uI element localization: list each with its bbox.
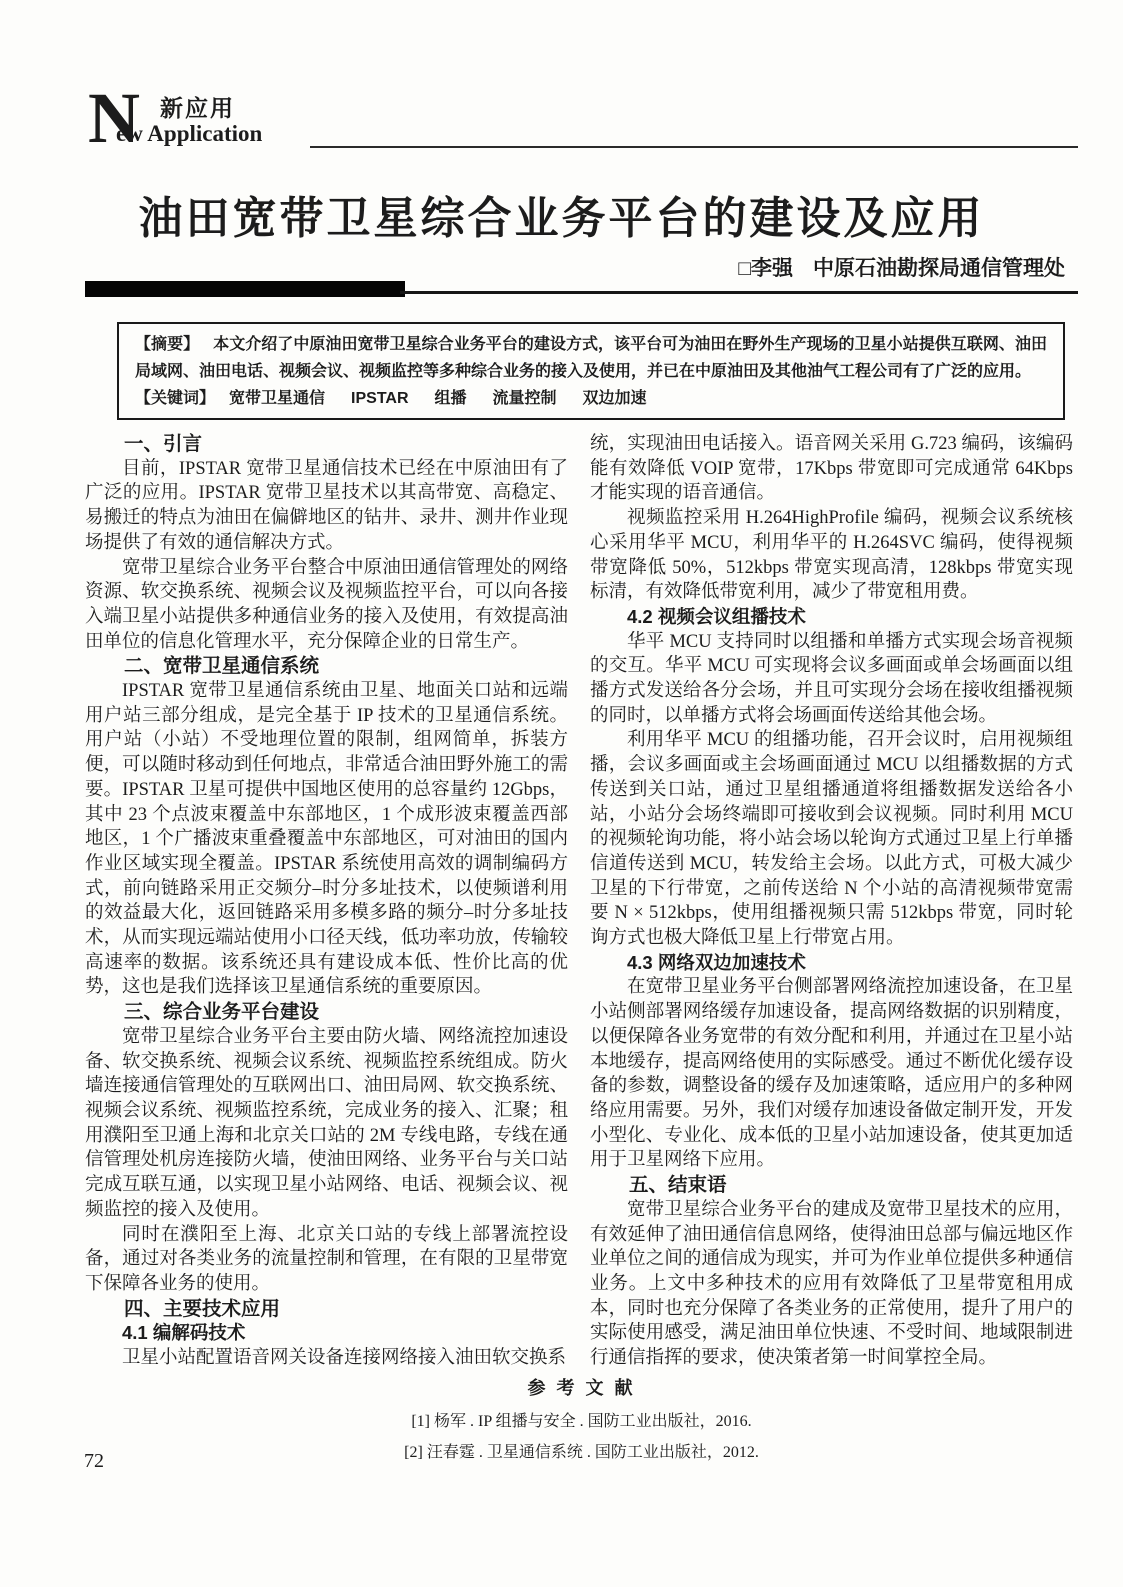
keyword: 宽带卫星通信 — [229, 390, 326, 407]
column-logo-en: ew Application — [116, 121, 263, 146]
byline — [738, 252, 1065, 282]
paragraph: 卫星小站配置语音网关设备连接网络接入油田软交换系 — [122, 1348, 567, 1369]
paragraph: 利用华平 MCU 的组播功能，召开会议时，启用视频组播，会议多画面或主会场画面通过 MCU 以组播数据的方式传送到关口站，通过卫星组播通道将组播数据发送给各小站，小站分会场终端即可接收到会议视频。同时利用 MCU 的视频轮询功能，将小站会场以轮询方式通过卫星上行单播信道传送到 MCU，转发给主会场。以此方式，可极大减少卫星的下行带宽，之前传送给 N 个小站的高清视频带宽需要 N × 512kbps，使用组播视频只需 512kbps 带宽，同时轮询方式也极大降低卫星上行带宽占用。 — [590, 730, 1073, 949]
page-number: 72 — [84, 1450, 104, 1472]
section-heading-platform-construction: 三、综合业务平台建设 — [124, 1001, 320, 1024]
reference-item: [2] 汪春霆 . 卫星通信系统 . 国防工业出版社，2012. — [404, 1444, 759, 1461]
paragraph: 同时在濮阳至上海、北京关口站的专线上部署流控设备，通过对各类业务的流量控制和管理，在有限的卫星带宽下保障各业务的使用。 — [85, 1224, 568, 1294]
references-section — [85, 1374, 1078, 1468]
paragraph: IPSTAR 宽带卫星通信系统由卫星、地面关口站和远端用户站三部分组成，是完全基于 IP 技术的卫星通信系统。用户站（小站）不受地理位置的限制，组网简单，拆装方便，可以随时移动到任何地点，非常适合油田野外施工的需要。IPSTAR 卫星可提供中国地区使用的总容量约 12Gbps，其中 23 个点波束覆盖中东部地区，1 个成形波束覆盖西部地区，1 个广播波束重叠覆盖中东部地区，可对油田的国内作业区域实现全覆盖。IPSTAR 系统使用高效的调制编码方式，前向链路采用正交频分–时分多址技术，以使频谱利用的效益最大化，返回链路采用多模多路的频分–时分多址技术，从而实现远端站使用小口径天线，低功率功放，传输较高速率的数据。该系统还具有建设成本低、性价比高的优势，这也是我们选择该卫星通信系统的重要原因。 — [85, 681, 568, 998]
masthead-rule — [310, 146, 1078, 148]
section-heading-key-technologies: 四、主要技术应用 — [124, 1297, 281, 1320]
keyword: 组播 — [434, 390, 467, 407]
keywords-line — [135, 385, 1047, 412]
keyword: 流量控制 — [492, 390, 557, 407]
section-heading-introduction: 一、引言 — [124, 433, 203, 455]
paragraph: 目前，IPSTAR 宽带卫星通信技术已经在中原油田有了广泛的应用。IPSTAR 宽带卫星技术以其高带宽、高稳定、易搬迁的特点为油田在偏僻地区的钻井、录井、测井作业现场提供了有效的通信解决方式。 — [85, 458, 568, 553]
author-marker-icon: □ — [738, 257, 751, 280]
paragraph: 宽带卫星综合业务平台整合中原油田通信管理处的网络资源、软交换系统、视频会议及视频监控平台，可以向各接入端卫星小站提供多种通信业务的接入及使用，有效提高油田单位的信息化管理水平，充分保障企业的日常生产。 — [85, 557, 568, 652]
paragraph: 视频监控采用 H.264HighProfile 编码，视频会议系统核心采用华平 MCU，利用华平的 H.264SVC 编码，使得视频带宽降低 50%，512kbps 带宽实现高清，128kbps 带宽实现标清，有效降低带宽利用，减少了带宽租用费。 — [590, 508, 1073, 603]
keyword: IPSTAR — [351, 390, 409, 407]
keyword: 双边加速 — [582, 390, 647, 407]
paragraph: 统，实现油田电话接入。语音网关采用 G.723 编码，该编码能有效降低 VOIP 宽带，17Kbps 带宽即可完成通常 64Kbps 才能实现的语音通信。 — [590, 434, 1073, 504]
article-title: 油田宽带卫星综合业务平台的建设及应用 — [138, 194, 985, 243]
subsection-heading-codec: 4.1 编解码技术 — [122, 1322, 246, 1344]
title-divider-rule — [400, 291, 1078, 294]
paragraph: 华平 MCU 支持同时以组播和单播方式实现会场音视频的交互。华平 MCU 可实现将会议多画面或单会场画面以组播方式发送给各分会场，并且可实现分会场在接收组播视频的同时，以单播方式将会场画面传送给其他会场。 — [590, 631, 1073, 726]
paragraph: 宽带卫星综合业务平台的建成及宽带卫星技术的应用，有效延伸了油田通信信息网络，使得油田总部与偏远地区作业单位之间的通信成为现实，并可为作业单位提供多种通信业务。上文中多种技术的应用有效降低了卫星带宽租用成本，同时也充分保障了各类业务的正常使用，提升了用户的实际使用感受，满足油田单位快速、不受时间、地域限制进行通信指挥的要求，使决策者第一时间掌控全局。 — [590, 1199, 1073, 1369]
keywords-label: 【关键词】 — [135, 390, 216, 407]
abstract-box — [117, 322, 1065, 420]
abstract-line — [135, 331, 1047, 385]
subsection-heading-acceleration: 4.3 网络双边加速技术 — [627, 951, 806, 973]
section-heading-satellite-system: 二、宽带卫星通信系统 — [124, 655, 320, 678]
left-column — [85, 432, 568, 1371]
subsection-heading-multicast: 4.2 视频会议组播技术 — [627, 605, 806, 627]
paragraph: 宽带卫星综合业务平台主要由防火墙、网络流控加速设备、软交换系统、视频会议系统、视频监控系统组成。防火墙连接通信管理处的互联网出口、油田局网、软交换系统、视频会议系统、视频监控系统，完成业务的接入、汇聚；租用濮阳至卫通上海和北京关口站的 2M 专线电路，专线在通信管理处机房连接防火墙，使油田网络、业务平台与关口站完成互联互通，以实现卫星小站网络、电话、视频会议、视频监控的接入及使用。 — [85, 1026, 568, 1220]
column-logo-cn: 新应用 — [160, 95, 235, 121]
title-divider-bar — [85, 281, 405, 297]
author-affiliation: 中原石油勘探局通信管理处 — [813, 257, 1065, 280]
abstract-text: 本文介绍了中原油田宽带卫星综合业务平台的建设方式，该平台可为油田在野外生产现场的卫星小站提供互联网、油田局域网、油田电话、视频会议、视频监控等多种综合业务的接入及使用，并已在中原油田及其他油气工程公司有了广泛的应用。 — [135, 336, 1047, 380]
paragraph: 在宽带卫星业务平台侧部署网络流控加速设备，在卫星小站侧部署网络缓存加速设备，提高网络数据的识别精度，以便保障各业务宽带的有效分配和利用，并通过在卫星小站本地缓存，提高网络使用的实际感受。通过不断优化缓存设备的参数，调整设备的缓存及加速策略，适应用户的多种网络应用需要。另外，我们对缓存加速设备做定制开发，开发小型化、专业化、成本低的卫星小站加速设备，使其更加适用于卫星网络下应用。 — [590, 977, 1073, 1171]
reference-item: [1] 杨军 . IP 组播与安全 . 国防工业出版社，2016. — [411, 1413, 752, 1430]
author-name: 李强 — [751, 257, 793, 280]
right-column — [590, 432, 1073, 1371]
column-logo-letter: N — [88, 78, 140, 158]
abstract-label: 【摘要】 — [135, 336, 200, 353]
references-heading: 参 考 文 献 — [527, 1378, 636, 1398]
section-heading-conclusion: 五、结束语 — [629, 1174, 727, 1197]
